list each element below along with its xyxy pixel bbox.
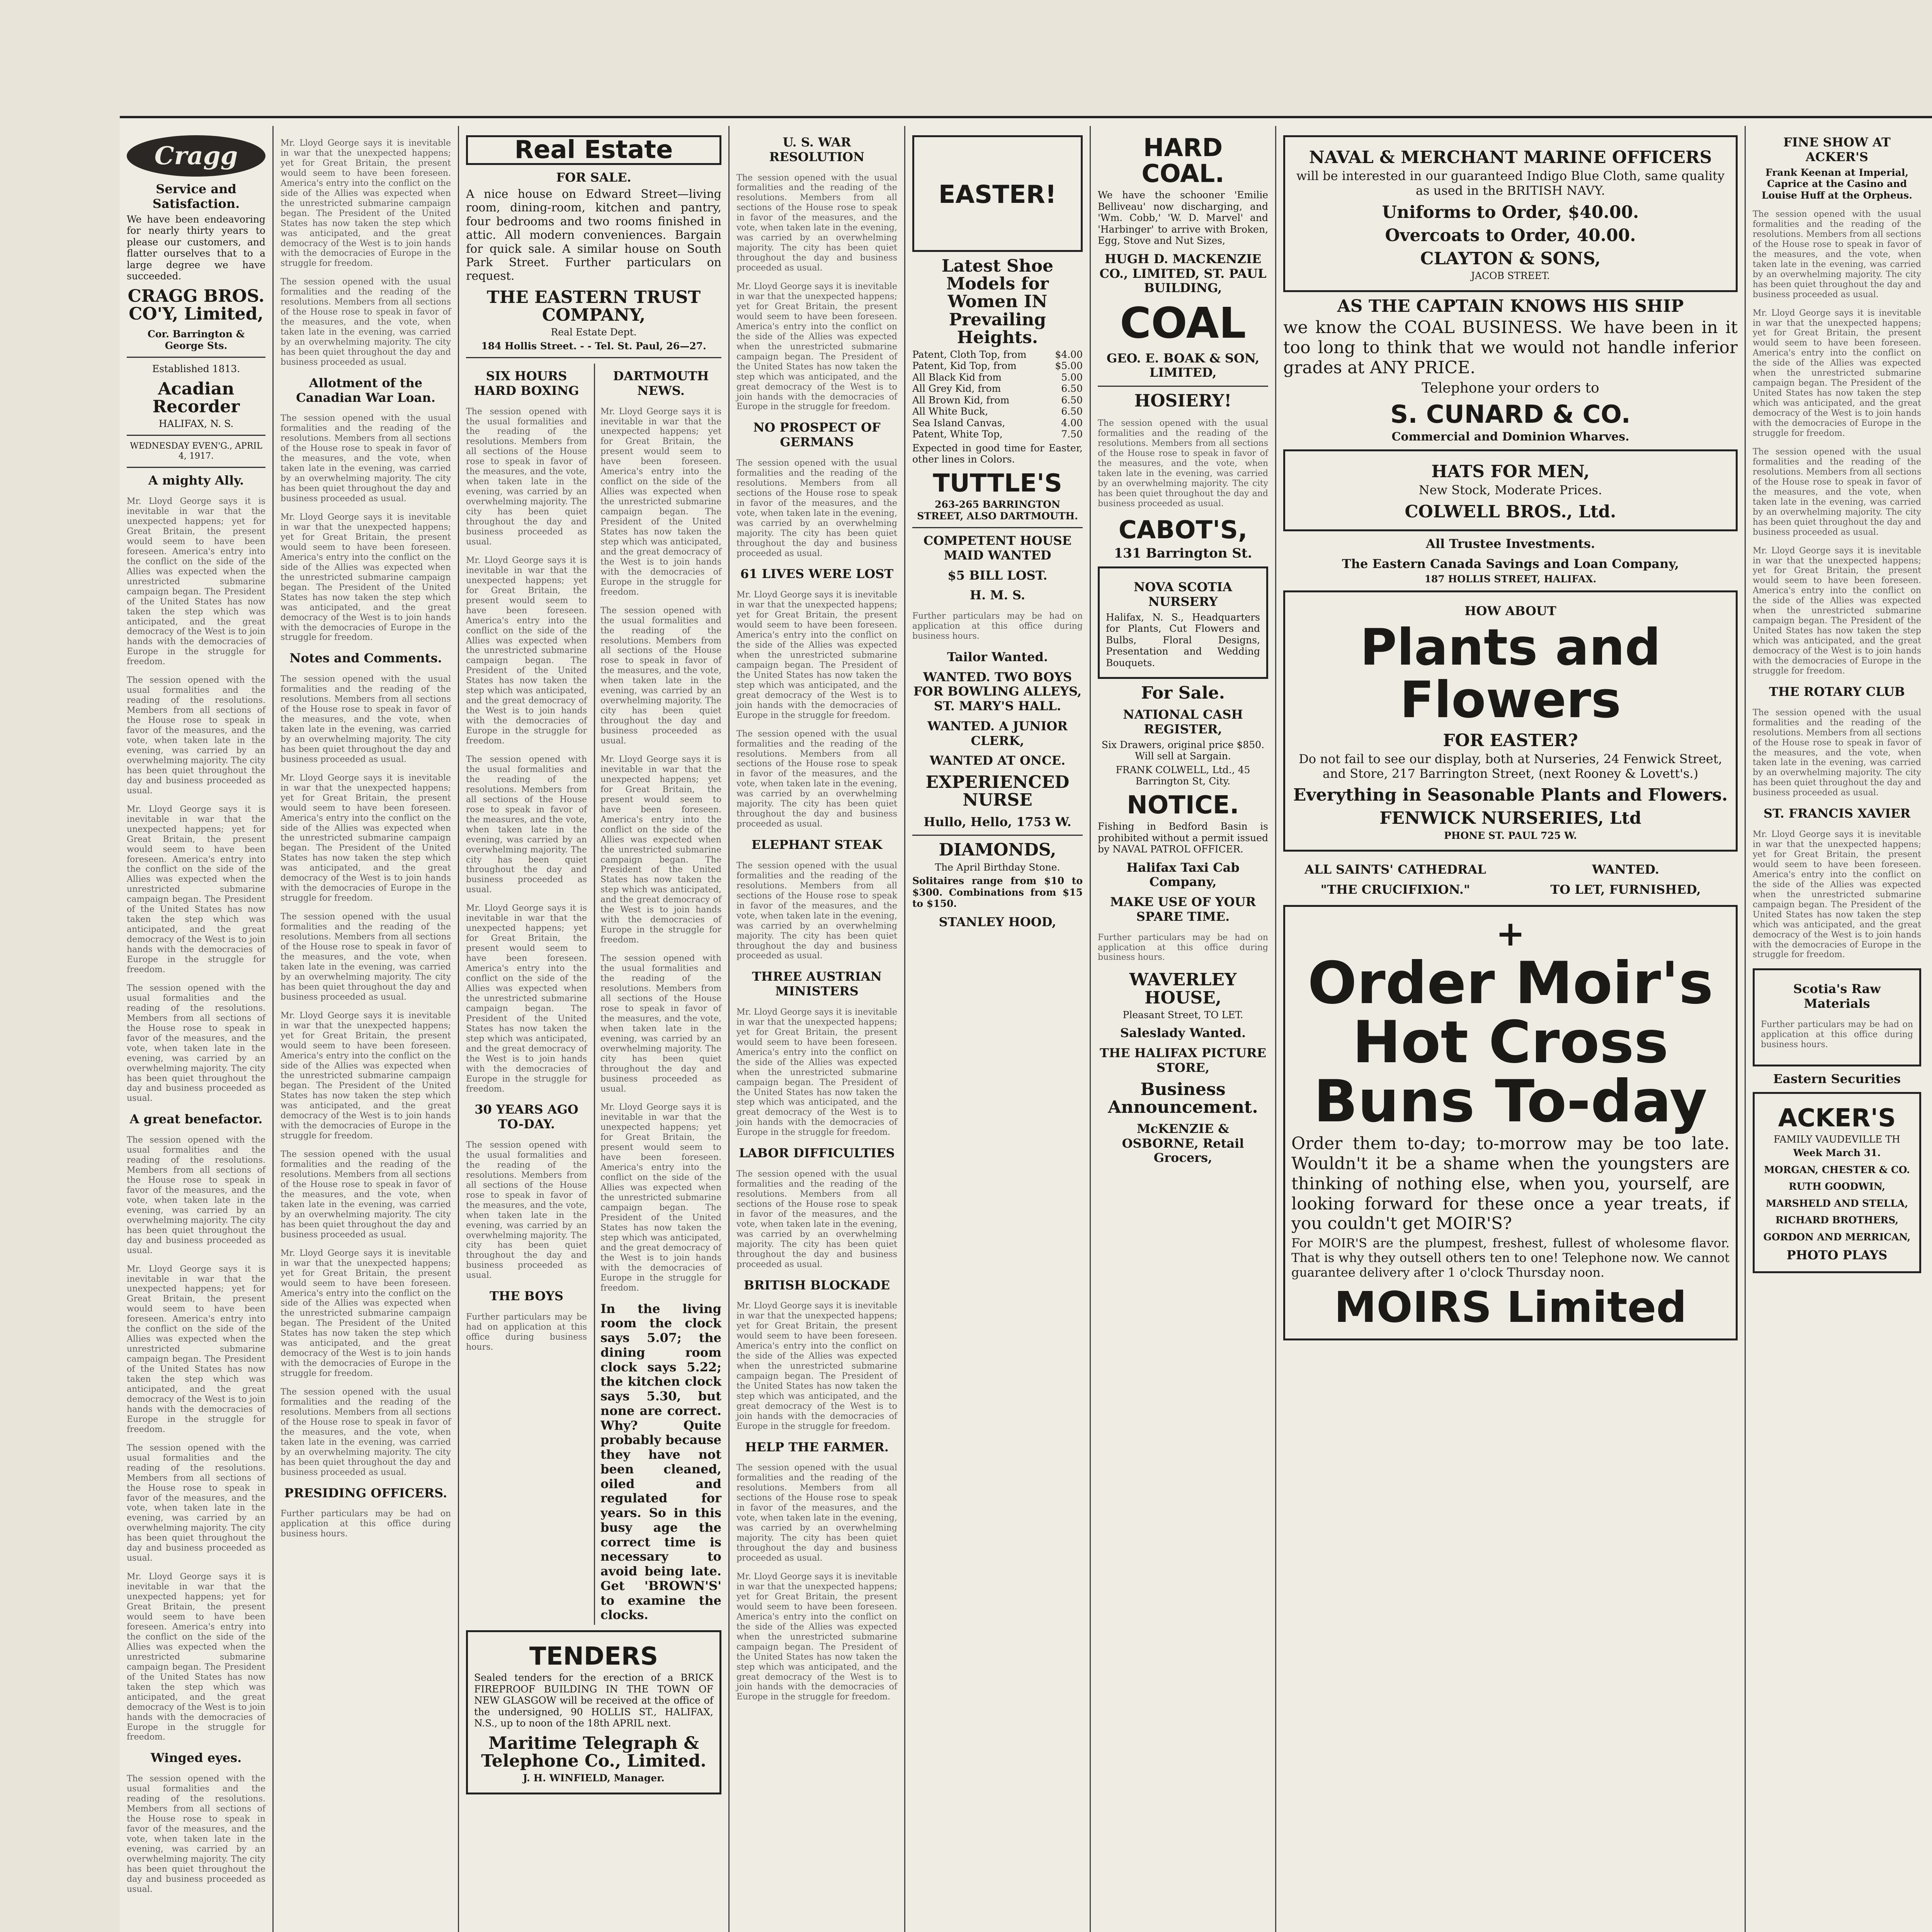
nursery-title: NOVA SCOTIA NURSERY: [1134, 580, 1232, 609]
service-title: Service and Satisfaction.: [152, 182, 240, 211]
divider: [127, 435, 265, 436]
article-body: The session opened with the usual formalities and the reading of the resolutions. Members from all sections of the House rose to speak in favor of the measures, and the vote, when taken late in the evening, was carried by an overwhelming majority. The city has been quiet throughout the day and business proceeded as usual.: [281, 413, 451, 504]
ad-title: Tailor Wanted.: [947, 649, 1048, 664]
naval-title: NAVAL & MERCHANT MARINE OFFICERS: [1309, 148, 1712, 167]
divider: [127, 357, 265, 358]
article-body: The session opened with the usual formalities and the reading of the resolutions. Members from all sections of the House rose to speak in favor of the measures, and the vote, when taken late in the evening, was carried by an overwhelming majority. The city has been quiet throughout the day and business proceeded as usual.: [1753, 707, 1921, 798]
ad-title: EXPERIENCED NURSE: [925, 772, 1070, 810]
ad-title: Hullo, Hello, 1753 W.: [923, 814, 1071, 829]
fenwick-name: FENWICK NURSERIES, Ltd: [1379, 808, 1641, 828]
article-title: Winged eyes.: [150, 1750, 242, 1765]
article-body: Further particulars may be had on application at this office during business hours.: [1098, 932, 1268, 963]
plants-title: Plants and Flowers: [1360, 617, 1661, 730]
article-body: The session opened with the usual formalities and the reading of the resolutions. Members from all sections of the House rose to speak in favor of the measures, and the vote, when taken late in the evening, was carried by an overwhelming majority. The city has been quiet throughout the day and business proceeded as usual.: [127, 1774, 265, 1894]
act-name: RICHARD BROTHERS,: [1775, 1214, 1899, 1226]
list-item: All White Buck, 6.50: [912, 406, 1083, 417]
article-body: The session opened with the usual formalities and the reading of the resolutions. Members from all sections of the House rose to speak in favor of the measures, and the vote, when taken late in the evening, was carried by an overwhelming majority. The city has been quiet throughout the day and business proceeded as usual.: [466, 755, 587, 895]
photo-plays: PHOTO PLAYS: [1786, 1248, 1888, 1263]
article-body: The session opened with the usual formalities and the reading of the resolutions. Members from all sections of the House rose to speak in favor of the measures, and the vote, when taken late in the evening, was carried by an overwhelming majority. The city has been quiet throughout the day and business proceeded as usual.: [281, 1387, 451, 1477]
tuttle-address: 263-265 BARRINGTON STREET, ALSO DARTMOUTH.: [917, 499, 1078, 522]
telephone: Telephone your orders to: [1422, 380, 1599, 396]
column-8: [1745, 126, 1928, 1932]
shoe-title: Latest Shoe Models for Women IN Prevailing Heights.: [941, 256, 1054, 347]
wanted-title: WANTED.: [1592, 862, 1659, 877]
list-item: All Brown Kid, from 6.50: [912, 394, 1083, 406]
article-body: The session opened with the usual formalities and the reading of the resolutions. Members from all sections of the House rose to speak in favor of the measures, and the vote, when taken late in the evening, was carried by an overwhelming majority. The city has been quiet throughout the day and business proceeded as usual.: [127, 1443, 265, 1563]
article-title: ELEPHANT STEAK: [751, 837, 883, 852]
divider: [127, 467, 265, 468]
moir-text-2: For MOIR'S are the plumpest, freshest, fullest of wholesome flavor. That is why they outsell others ten to one! Telephone now. We cannot guarantee delivery after 1 o'clock Thursday noon.: [1291, 1236, 1734, 1280]
ackers-title: ACKER'S: [1778, 1104, 1896, 1133]
ad-title: COMPETENT HOUSE MAID WANTED: [923, 533, 1072, 563]
article-title: A great benefactor.: [129, 1112, 263, 1127]
article-body: The session opened with the usual formalities and the reading of the resolutions. Members from all sections of the House rose to speak in favor of the measures, and the vote, when taken late in the evening, was carried by an overwhelming majority. The city has been quiet throughout the day and business proceeded as usual.: [127, 983, 265, 1104]
article-body: The session opened with the usual formalities and the reading of the resolutions. Members from all sections of the House rose to speak in favor of the measures, and the vote, when taken late in the evening, was carried by an overwhelming majority. The city has been quiet throughout the day and business proceeded as usual.: [1098, 418, 1268, 509]
article-body: Mr. Lloyd George says it is inevitable in war that the unexpected happens; yet for Great Britain, the present would seem to have been foreseen. America's entry into the conflict on the side of the Allies was expected when the unrestricted submarine campaign began. The President of the United States has now taken the step which was anticipated, and the great democracy of the West is to join hands with the democracies of Europe in the struggle for freedom.: [281, 138, 451, 269]
shoe-footer: Expected in good time for Easter, other lines in Colors.: [912, 442, 1086, 465]
shoe-price-list: [912, 349, 1083, 440]
article-body: The session opened with the usual formalities and the reading of the resolutions. Members from all sections of the House rose to speak in favor of the measures, and the vote, when taken late in the evening, was carried by an overwhelming majority. The city has been quiet throughout the day and business proceeded as usual.: [281, 912, 451, 1002]
small-ads-row: [1283, 857, 1738, 900]
article-body: Mr. Lloyd George says it is inevitable in war that the unexpected happens; yet for Great Britain, the present would seem to have been foreseen. America's entry into the conflict on the side of the Allies was expected when the unrestricted submarine campaign began. The President of the United States has now taken the step which was anticipated, and the great democracy of the West is to join hands with the democracies of Europe in the struggle for freedom.: [600, 755, 721, 945]
article-body: Mr. Lloyd George says it is inevitable in war that the unexpected happens; yet for Great Britain, the present would seem to have been foreseen. America's entry into the conflict on the side of the Allies was expected when the unrestricted submarine campaign began. The President of the United States has now taken the step which was anticipated, and the great democracy of the West is to join hands with the democracies of Europe in the struggle for freedom.: [281, 1010, 451, 1141]
tenders-title: TENDERS: [529, 1642, 658, 1671]
notice-title: NOTICE.: [1127, 791, 1239, 820]
hats-sub: New Stock, Moderate Prices.: [1418, 482, 1602, 497]
article-body: The session opened with the usual formalities and the reading of the resolutions. Members from all sections of the House rose to speak in favor of the measures, and the vote, when taken late in the evening, was carried by an overwhelming majority. The city has been quiet throughout the day and business proceeded as usual.: [466, 406, 587, 547]
article-title: 61 LIVES WERE LOST: [740, 566, 894, 582]
divider: [466, 357, 721, 358]
vaudeville: FAMILY VAUDEVILLE TH: [1774, 1133, 1900, 1145]
article-body: The session opened with the usual formalities and the reading of the resolutions. Members from all sections of the House rose to speak in favor of the measures, and the vote, when taken late in the evening, was carried by an overwhelming majority. The city has been quiet throughout the day and business proceeded as usual.: [281, 1150, 451, 1240]
week: Week March 31.: [1793, 1147, 1881, 1159]
picture-store: THE HALIFAX PICTURE STORE,: [1100, 1046, 1266, 1075]
register-sub: Six Drawers, original price $850. Will sell at Sargain.: [1101, 739, 1268, 762]
plants-text: Do not fail to see our display, both at Nurseries, 24 Fenwick Street, and Store, 217 Barrington Street, (next Rooney & Lovett's.): [1299, 751, 1726, 781]
captain-text: we know the COAL BUSINESS. We have been in it too long to think that we would not handle inferior grades at ANY PRICE.: [1283, 317, 1743, 378]
eastern-savings: The Eastern Canada Savings and Loan Company,: [1342, 556, 1679, 571]
moir-title: Order Moir's Hot Cross Buns To-day: [1308, 949, 1713, 1135]
cragg-address: Cor. Barrington & George Sts.: [147, 328, 245, 351]
article-body: Mr. Lloyd George says it is inevitable in war that the unexpected happens; yet for Great Britain, the present would seem to have been foreseen. America's entry into the conflict on the side of the Allies was expected when the unrestricted submarine campaign began. The President of the United States has now taken the step which was anticipated, and the great democracy of the West is to join hands with the democracies of Europe in the struggle for freedom.: [1753, 546, 1921, 676]
wanted-ad: [1514, 857, 1738, 900]
article-body: Mr. Lloyd George says it is inevitable in war that the unexpected happens; yet for Great Britain, the present would seem to have been foreseen. America's entry into the conflict on the side of the Allies was expected when the unrestricted submarine campaign began. The President of the United States has now taken the step which was anticipated, and the great democracy of the West is to join hands with the democracies of Europe in the struggle for freedom.: [281, 773, 451, 903]
article-title: Allotment of the Canadian War Loan.: [296, 375, 435, 405]
saints-title: ALL SAINTS' CATHEDRAL: [1304, 862, 1486, 877]
article-title: LABOR DIFFICULTIES: [739, 1146, 895, 1161]
spare-title: MAKE USE OF YOUR SPARE TIME.: [1110, 895, 1256, 924]
act-name: RUTH GOODWIN,: [1789, 1181, 1885, 1192]
nursery-text: Halifax, N. S., Headquarters for Plants, Cut Flowers and Bulbs, Floral Designs, Presentation and Wedding Bouquets.: [1106, 611, 1263, 668]
nursery-box: [1098, 566, 1268, 679]
notice-text: Fishing in Bedford Basin is prohibited without a permit issued by NAVAL PATROL OFFICER.: [1098, 821, 1271, 855]
article-body: The session opened with the usual formalities and the reading of the resolutions. Members from all sections of the House rose to speak in favor of the measures, and the vote, when taken late in the evening, was carried by an overwhelming majority. The city has been quiet throughout the day and business proceeded as usual.: [127, 675, 265, 796]
article-title: THREE AUSTRIAN MINISTERS: [752, 969, 882, 999]
hats-box: [1283, 449, 1738, 531]
article-body: Mr. Lloyd George says it is inevitable in war that the unexpected happens; yet for Great Britain, the present would seem to have been foreseen. America's entry into the conflict on the side of the Allies was expected when the unrestricted submarine campaign began. The President of the United States has now taken the step which was anticipated, and the great democracy of the West is to join hands with the democracies of Europe in the struggle for freedom.: [600, 1102, 721, 1293]
article-title: Notes and Comments.: [289, 651, 442, 666]
trust-sub: Real Estate Dept.: [551, 327, 637, 338]
easter-banner: [912, 135, 1083, 252]
colwell-name: FRANK COLWELL, Ltd., 45 Barrington St, City.: [1116, 764, 1253, 787]
article-body: The session opened with the usual formalities and the reading of the resolutions. Members from all sections of the House rose to speak in favor of the measures, and the vote, when taken late in the evening, was carried by an overwhelming majority. The city has been quiet throughout the day and business proceeded as usual.: [736, 729, 897, 829]
article-body: Mr. Lloyd George says it is inevitable in war that the unexpected happens; yet for Great Britain, the present would seem to have been foreseen. America's entry into the conflict on the side of the Allies was expected when the unrestricted submarine campaign began. The President of the United States has now taken the step which was anticipated, and the great democracy of the West is to join hands with the democracies of Europe in the struggle for freedom.: [736, 1301, 897, 1431]
divider: [1098, 386, 1268, 387]
article-title: NO PROSPECT OF GERMANS: [753, 420, 881, 450]
cunard-sub: Commercial and Dominion Wharves.: [1391, 430, 1629, 444]
cross-icon: +: [1496, 913, 1525, 954]
moir-text: Order them to-day; to-morrow may be too late. Wouldn't it be a shame when the youngsters are thinking of nothing else, when you, yourself, are looking forward for these once a year treats, if you couldn't get MOIR'S?: [1291, 1133, 1735, 1234]
article-title: A mighty Ally.: [148, 473, 244, 488]
coal-title: HARD COAL.: [1141, 134, 1225, 189]
moir-name: MOIRS Limited: [1334, 1282, 1687, 1332]
article-body: The session opened with the usual formalities and the reading of the resolutions. Members from all sections of the House rose to speak in favor of the measures, and the vote, when taken late in the evening, was carried by an overwhelming majority. The city has been quiet throughout the day and business proceeded as usual.: [600, 954, 721, 1094]
article-body: The session opened with the usual formalities and the reading of the resolutions. Members from all sections of the House rose to speak in favor of the measures, and the vote, when taken late in the evening, was carried by an overwhelming majority. The city has been quiet throughout the day and business proceeded as usual.: [281, 674, 451, 764]
article-body: Mr. Lloyd George says it is inevitable in war that the unexpected happens; yet for Great Britain, the present would seem to have been foreseen. America's entry into the conflict on the side of the Allies was expected when the unrestricted submarine campaign began. The President of the United States has now taken the step which was anticipated, and the great democracy of the West is to join hands with the democracies of Europe in the struggle for freedom.: [600, 406, 721, 597]
eastern-securities: Eastern Securities: [1773, 1071, 1901, 1086]
article-body: The session opened with the usual formalities and the reading of the resolutions. Members from all sections of the House rose to speak in favor of the measures, and the vote, when taken late in the evening, was carried by an overwhelming majority. The city has been quiet throughout the day and business proceeded as usual.: [281, 277, 451, 367]
article-body: Mr. Lloyd George says it is inevitable in war that the unexpected happens; yet for Great Britain, the present would seem to have been foreseen. America's entry into the conflict on the side of the Allies was expected when the unrestricted submarine campaign began. The President of the United States has now taken the step which was anticipated, and the great democracy of the West is to join hands with the democracies of Europe in the struggle for freedom.: [127, 804, 265, 975]
column-5: [904, 126, 1090, 1932]
keenan: Frank Keenan at Imperial, Caprice at the Casino and Louise Huff at the Orpheus.: [1762, 167, 1912, 201]
list-item: All Grey Kid, from 6.50: [912, 383, 1083, 395]
maritime-name: Maritime Telegraph & Telephone Co., Limited.: [481, 1733, 706, 1771]
article-title: THE BOYS: [489, 1289, 564, 1304]
plants-box: [1283, 590, 1738, 852]
hats-title: HATS FOR MEN,: [1431, 461, 1590, 481]
article-body: The session opened with the usual formalities and the reading of the resolutions. Members from all sections of the House rose to speak in favor of the measures, and the vote, when taken late in the evening, was carried by an overwhelming majority. The city has been quiet throughout the day and business proceeded as usual.: [736, 458, 897, 558]
mackenzie-name: HUGH D. MACKENZIE CO., LIMITED, ST. PAUL BUILDING,: [1099, 251, 1267, 296]
hosiery-title: HOSIERY!: [1134, 391, 1232, 411]
clayton-sub: JACOB STREET.: [1471, 270, 1550, 282]
article-body: Mr. Lloyd George says it is inevitable in war that the unexpected happens; yet for Great Britain, the present would seem to have been foreseen. America's entry into the conflict on the side of the Allies was expected when the unrestricted submarine campaign began. The President of the United States has now taken the step which was anticipated, and the great democracy of the West is to join hands with the democracies of Europe in the struggle for freedom.: [127, 1572, 265, 1742]
article-body: Mr. Lloyd George says it is inevitable in war that the unexpected happens; yet for Great Britain, the present would seem to have been foreseen. America's entry into the conflict on the side of the Allies was expected when the unrestricted submarine campaign began. The President of the United States has now taken the step which was anticipated, and the great democracy of the West is to join hands with the democracies of Europe in the struggle for freedom.: [281, 1248, 451, 1379]
cragg-name: CRAGG BROS. CO'Y, Limited,: [128, 286, 265, 324]
article-body: The session opened with the usual formalities and the reading of the resolutions. Members from all sections of the House rose to speak in favor of the measures, and the vote, when taken late in the evening, was carried by an overwhelming majority. The city has been quiet throughout the day and business proceeded as usual.: [600, 605, 721, 746]
overcoats: Overcoats to Order, 40.00.: [1385, 225, 1636, 245]
stanley-name: STANLEY HOOD,: [939, 914, 1056, 929]
article-title: DARTMOUTH NEWS.: [613, 369, 709, 398]
waverley-sub: Pleasant Street, TO LET.: [1122, 1009, 1243, 1020]
list-item: All Black Kid from 5.00: [912, 371, 1083, 383]
article-body: Mr. Lloyd George says it is inevitable in war that the unexpected happens; yet for Great Britain, the present would seem to have been foreseen. America's entry into the conflict on the side of the Allies was expected when the unrestricted submarine campaign began. The President of the United States has now taken the step which was anticipated, and the great democracy of the West is to join hands with the democracies of Europe in the struggle for freedom.: [127, 1264, 265, 1434]
taxi-name: Halifax Taxi Cab Company,: [1126, 860, 1240, 889]
saleslady-title: Saleslady Wanted.: [1120, 1026, 1246, 1041]
established: Established 1813.: [152, 363, 240, 375]
trust-name: THE EASTERN TRUST COMPANY,: [486, 287, 701, 325]
article-body: Mr. Lloyd George says it is inevitable in war that the unexpected happens; yet for Great Britain, the present would seem to have been foreseen. America's entry into the conflict on the side of the Allies was expected when the unrestricted submarine campaign began. The President of the United States has now taken the step which was anticipated, and the great democracy of the West is to join hands with the democracies of Europe in the struggle for freedom.: [281, 512, 451, 643]
scotia-box: [1753, 968, 1921, 1066]
paper-name: Acadian Recorder: [152, 379, 240, 417]
dartmouth-article: [594, 364, 726, 1625]
column-2: [272, 126, 458, 1932]
colwell-bros: COLWELL BROS., Ltd.: [1405, 502, 1616, 522]
article-title: PRESIDING OFFICERS.: [284, 1485, 447, 1500]
newspaper-page: [120, 116, 1932, 1932]
divider: [912, 835, 1083, 836]
article-body: Mr. Lloyd George says it is inevitable in war that the unexpected happens; yet for Great Britain, the present would seem to have been foreseen. America's entry into the conflict on the side of the Allies was expected when the unrestricted submarine campaign began. The President of the United States has now taken the step which was anticipated, and the great democracy of the West is to join hands with the democracies of Europe in the struggle for freedom.: [127, 497, 265, 667]
easter-question: FOR EASTER?: [1443, 730, 1578, 750]
service-text: We have been endeavoring for nearly thirty years to please our customers, and flatter ourselves that to a large degree we have succeeded.: [127, 213, 269, 282]
moir-box: [1283, 905, 1738, 1341]
realestate-text: A nice house on Edward Street—living room, dining-room, kitchen and pantry, four bedrooms and two rooms finished in attic. All modern conveniences. Bargain for quick sale. A similar house on South Park Street. Further particulars on request.: [466, 187, 725, 283]
article-title: BRITISH BLOCKADE: [743, 1277, 890, 1293]
register-title: NATIONAL CASH REGISTER,: [1123, 707, 1243, 737]
article-body: Mr. Lloyd George says it is inevitable in war that the unexpected happens; yet for Great Britain, the present would seem to have been foreseen. America's entry into the conflict on the side of the Allies was expected when the unrestricted submarine campaign began. The President of the United States has now taken the step which was anticipated, and the great democracy of the West is to join hands with the democracies of Europe in the struggle for freedom.: [736, 1572, 897, 1702]
two-col-block: [466, 364, 726, 1625]
list-item: Patent, White Top, 7.50: [912, 429, 1083, 440]
article-title: THE ROTARY CLUB: [1769, 684, 1905, 699]
article-title: FINE SHOW AT ACKER'S: [1783, 135, 1891, 164]
article-body: The session opened with the usual formalities and the reading of the resolutions. Members from all sections of the House rose to speak in favor of the measures, and the vote, when taken late in the evening, was carried by an overwhelming majority. The city has been quiet throughout the day and business proceeded as usual.: [736, 1169, 897, 1269]
article-title: HELP THE FARMER.: [745, 1439, 889, 1454]
article-body: Mr. Lloyd George says it is inevitable in war that the unexpected happens; yet for Great Britain, the present would seem to have been foreseen. America's entry into the conflict on the side of the Allies was expected when the unrestricted submarine campaign began. The President of the United States has now taken the step which was anticipated, and the great democracy of the West is to join hands with the democracies of Europe in the struggle for freedom.: [466, 903, 587, 1094]
article-body: The session opened with the usual formalities and the reading of the resolutions. Members from all sections of the House rose to speak in favor of the measures, and the vote, when taken late in the evening, was carried by an overwhelming majority. The city has been quiet throughout the day and business proceeded as usual.: [127, 1135, 265, 1255]
ackers-box: [1753, 1092, 1921, 1273]
act-name: MORGAN, CHESTER & CO.: [1764, 1164, 1910, 1175]
column-7: [1275, 126, 1745, 1932]
column-4: [728, 126, 904, 1932]
article-title: ST. FRANCIS XAVIER: [1763, 806, 1911, 821]
forsale-title: For Sale.: [1141, 683, 1225, 703]
ad-title: WANTED. TWO BOYS FOR BOWLING ALLEYS, ST. MARY'S HALL.: [913, 669, 1082, 714]
article-body: The session opened with the usual formalities and the reading of the resolutions. Members from all sections of the House rose to speak in favor of the measures, and the vote, when taken late in the evening, was carried by an overwhelming majority. The city has been quiet throughout the day and business proceeded as usual.: [1753, 209, 1921, 299]
clayton-name: CLAYTON & SONS,: [1420, 249, 1601, 269]
business-title: Business Announcement.: [1108, 1079, 1258, 1117]
trust-address: 184 Hollis Street. - - Tel. St. Paul, 26—27.: [481, 340, 706, 352]
tenders-text: Sealed tenders for the erection of a BRICK FIREPROOF BUILDING IN THE TOWN OF NEW GLASGOW will be received at the office of the undersigned, 90 HOLLIS ST., HALIFAX, N.S., up to noon of the 18th APRIL next.: [474, 1672, 716, 1729]
how-about: HOW ABOUT: [1464, 603, 1556, 618]
divider: [912, 527, 1083, 528]
best-coal: COAL: [1120, 298, 1246, 348]
article-body: Further particulars may be had on application at this office during business hours.: [466, 1312, 587, 1352]
ad-title: $5 BILL LOST.: [947, 568, 1048, 583]
article-body: The session opened with the usual formalities and the reading of the resolutions. Members from all sections of the House rose to speak in favor of the measures, and the vote, when taken late in the evening, was carried by an overwhelming majority. The city has been quiet throughout the day and business proceeded as usual.: [736, 1463, 897, 1563]
ad-title: WANTED AT ONCE.: [929, 753, 1066, 768]
act-name: GORDON AND MERRICAN,: [1763, 1231, 1911, 1243]
realestate-sub: FOR SALE.: [556, 170, 631, 185]
article-title: 30 YEARS AGO TO-DAY.: [474, 1102, 578, 1132]
article-body: The session opened with the usual formalities and the reading of the resolutions. Members from all sections of the House rose to speak in favor of the measures, and the vote, when taken late in the evening, was carried by an overwhelming majority. The city has been quiet throughout the day and business proceeded as usual.: [466, 1140, 587, 1281]
column-1: [120, 126, 272, 1932]
boxing-article: [466, 364, 587, 1625]
cabot-name: CABOT'S,: [1118, 515, 1248, 544]
trustee-title: All Trustee Investments.: [1426, 536, 1595, 551]
cathedral-ad: [1283, 857, 1507, 900]
naval-text: will be interested in our guaranteed Indigo Blue Cloth, same quality as used in the BRITISH NAVY.: [1296, 168, 1729, 198]
article-body: Mr. Lloyd George says it is inevitable in war that the unexpected happens; yet for Great Britain, the present would seem to have been foreseen. America's entry into the conflict on the side of the Allies was expected when the unrestricted submarine campaign began. The President of the United States has now taken the step which was anticipated, and the great democracy of the West is to join hands with the democracies of Europe in the struggle for freedom.: [466, 555, 587, 746]
article-title: SIX HOURS HARD BOXING: [474, 369, 579, 398]
realestate-title: Real Estate: [466, 135, 721, 165]
list-item: Sea Island Canvas, 4.00: [912, 417, 1083, 429]
article-body: Further particulars may be had on application at this office during business hours.: [1761, 1019, 1913, 1049]
article-body: Mr. Lloyd George says it is inevitable in war that the unexpected happens; yet for Great Britain, the present would seem to have been foreseen. America's entry into the conflict on the side of the Allies was expected when the unrestricted submarine campaign began. The President of the United States has now taken the step which was anticipated, and the great democracy of the West is to join hands with the democracies of Europe in the struggle for freedom.: [1753, 830, 1921, 960]
crucifixion: "THE CRUCIFIXION.": [1320, 882, 1470, 897]
act-name: MARSHELD AND STELLA,: [1765, 1197, 1908, 1209]
clock-ad: In the living room the clock says 5.07; the dining room clock says 5.22; the kitchen clock says 5.30, but none are correct. Why? Quite probably because they have not been cleaned, oiled and regulated for years. So in this busy age the correct time is necessary to avoid being late. Get 'BROWN'S' to examine the clocks.: [600, 1301, 726, 1622]
article-body: Mr. Lloyd George says it is inevitable in war that the unexpected happens; yet for Great Britain, the present would seem to have been foreseen. America's entry into the conflict on the side of the Allies was expected when the unrestricted submarine campaign began. The President of the United States has now taken the step which was anticipated, and the great democracy of the West is to join hands with the democracies of Europe in the struggle for freedom.: [1753, 308, 1921, 439]
article-body: Further particulars may be had on application at this office during business hours.: [281, 1509, 451, 1539]
column-3: [458, 126, 728, 1932]
article-body: The session opened with the usual formalities and the reading of the resolutions. Members from all sections of the House rose to speak in favor of the measures, and the vote, when taken late in the evening, was carried by an overwhelming majority. The city has been quiet throughout the day and business proceeded as usual.: [1753, 447, 1921, 537]
article-body: Mr. Lloyd George says it is inevitable in war that the unexpected happens; yet for Great Britain, the present would seem to have been foreseen. America's entry into the conflict on the side of the Allies was expected when the unrestricted submarine campaign began. The President of the United States has now taken the step which was anticipated, and the great democracy of the West is to join hands with the democracies of Europe in the struggle for freedom.: [736, 282, 897, 412]
list-item: Patent, Cloth Top, from $4.00: [912, 349, 1083, 360]
place: HALIFAX, N. S.: [158, 418, 234, 429]
tenders-box: [466, 1630, 721, 1794]
captain-title: AS THE CAPTAIN KNOWS HIS SHIP: [1337, 296, 1684, 316]
cabot-address: 131 Barrington St.: [1114, 546, 1252, 561]
solitaires: Solitaires range from $10 to $300. Combinations from $15 to $150.: [912, 875, 1086, 910]
ad-title: WANTED. A JUNIOR CLERK,: [927, 718, 1068, 748]
tolet-title: TO LET, FURNISHED,: [1550, 882, 1701, 897]
eastern-address: 187 HOLLIS STREET, HALIFAX.: [1424, 573, 1597, 585]
waverley-title: WAVERLEY HOUSE,: [1129, 970, 1237, 1008]
dateline: WEDNESDAY EVEN'G., APRIL 4, 1917.: [130, 441, 265, 461]
naval-box: [1283, 135, 1738, 292]
tuttle-name: TUTTLE'S: [933, 469, 1062, 498]
article-body: Mr. Lloyd George says it is inevitable in war that the unexpected happens; yet for Great Britain, the present would seem to have been foreseen. America's entry into the conflict on the side of the Allies was expected when the unrestricted submarine campaign began. The President of the United States has now taken the step which was anticipated, and the great democracy of the West is to join hands with the democracies of Europe in the struggle for freedom.: [736, 1007, 897, 1138]
diamonds-sub: The April Birthday Stone.: [935, 861, 1060, 873]
cragg-logo: Cragg: [127, 135, 265, 177]
easter-title: EASTER!: [938, 180, 1057, 209]
everything: Everything in Seasonable Plants and Flowers.: [1293, 785, 1728, 805]
article-body: The session opened with the usual formalities and the reading of the resolutions. Members from all sections of the House rose to speak in favor of the measures, and the vote, when taken late in the evening, was carried by an overwhelming majority. The city has been quiet throughout the day and business proceeded as usual.: [736, 173, 897, 273]
ad-title: H. M. S.: [969, 588, 1026, 603]
uniforms: Uniforms to Order, $40.00.: [1382, 202, 1639, 222]
boak-name: GEO. E. BOAK & SON, LIMITED,: [1106, 350, 1260, 380]
article-body: The session opened with the usual formalities and the reading of the resolutions. Members from all sections of the House rose to speak in favor of the measures, and the vote, when taken late in the evening, was carried by an overwhelming majority. The city has been quiet throughout the day and business proceeded as usual.: [736, 861, 897, 961]
article-body: Mr. Lloyd George says it is inevitable in war that the unexpected happens; yet for Great Britain, the present would seem to have been foreseen. America's entry into the conflict on the side of the Allies was expected when the unrestricted submarine campaign began. The President of the United States has now taken the step which was anticipated, and the great democracy of the West is to join hands with the democracies of Europe in the struggle for freedom.: [736, 590, 897, 720]
article-title: U. S. WAR RESOLUTION: [769, 135, 865, 164]
cunard-name: S. CUNARD & CO.: [1390, 400, 1631, 429]
diamonds-title: DIAMONDS,: [939, 840, 1056, 860]
list-item: Patent, Kid Top, from $5.00: [912, 360, 1083, 372]
coal-text: We have the schooner 'Emilie Belliveau' now discharging, and 'Wm. Cobb,' 'W. D. Marvel' and 'Harbinger' to arrive with Broken, Egg, Stove and Nut Sizes,: [1098, 189, 1271, 247]
article-body: Further particulars may be had on application at this office during business hours.: [912, 611, 1083, 641]
mckenzie-name: McKENZIE & OSBORNE, Retail Grocers,: [1122, 1121, 1244, 1165]
fenwick-phone: PHONE ST. PAUL 725 W.: [1444, 830, 1577, 841]
column-6: [1090, 126, 1275, 1932]
manager: J. H. WINFIELD, Manager.: [523, 1772, 665, 1784]
scotia-title: Scotia's Raw Materials: [1793, 981, 1881, 1011]
